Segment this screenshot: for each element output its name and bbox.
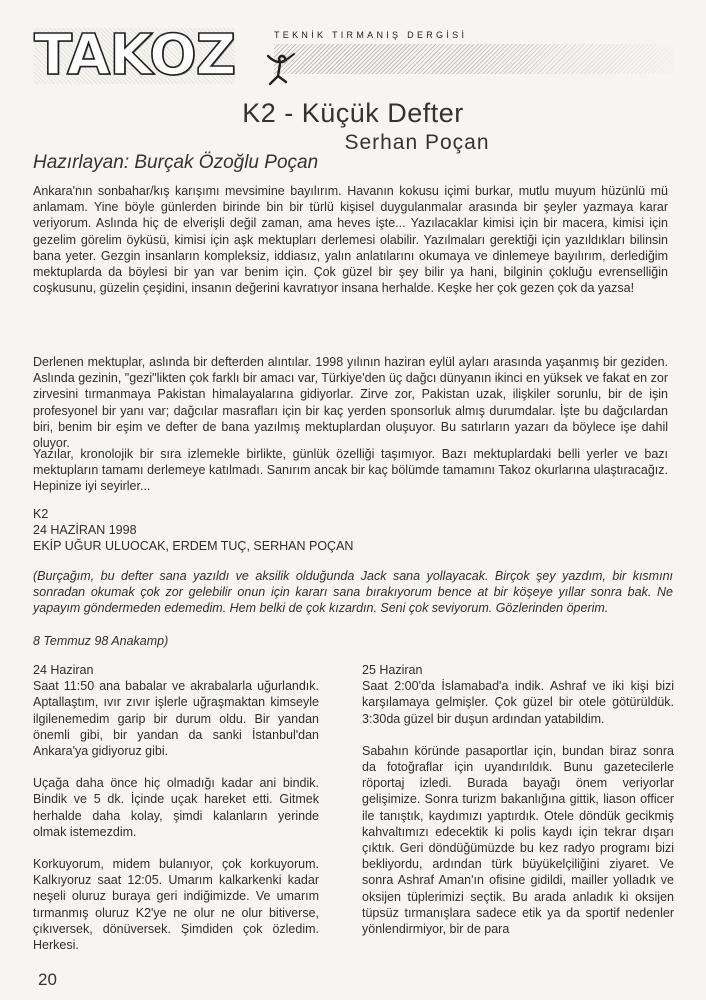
italic-note-signature: 8 Temmuz 98 Anakamp) — [33, 634, 169, 648]
magazine-logo: TAKOZ — [34, 23, 236, 88]
left-column — [33, 662, 319, 969]
article-title: K2 - Küçük Defter — [242, 98, 464, 128]
intro-paragraph: Yazılar, kronolojik bir sıra izlemekle birlikte, günlük özelliği taşımıyor. Bazı mektuplardaki belli yerler ve bazı mektupların tamamı derlemeye katılmadı. Sanırım ancak bir kaç bölümde tamamını Takoz okurlarına ulaştıracağız. Hepinize iyi seyirler... — [33, 447, 668, 494]
section-heading-team: EKİP UĞUR ULUOCAK, ERDEM TUÇ, SERHAN POÇAN — [33, 539, 354, 553]
prepared-by-line: Hazırlayan: Burçak Özoğlu Poçan — [33, 152, 319, 173]
intro-paragraph: Derlenen mektuplar, aslında bir defterden alıntılar. 1998 yılının haziran eylül ayları arasında yaşanmış bir geziden. Aslında gezinin, "gezi"likten çok farklı bir amacı var, Türkiye'den üç dağcı dünyanın ikinci en yüksek ve fakat en zor zirvesini tırmanmaya Pakistan himalayalarına gidiyorlar. Zirve zor, Pakistan uzak, ilişkiler sorunlu, bir de işin profesyonel bir yanı var; dağcılar masrafları için bir kaç yerden sponsorluk almış durumdalar. İşte bu dağcılardan biri, benim bir eşim ve defter de bana yazılmış mektuplardan oluşuyor. Bu satırların yazarı da böylece işe dahil oluyor. — [33, 355, 668, 451]
magazine-tagline: TEKNİK TIRMANIŞ DERGİSİ — [274, 30, 468, 40]
intro-paragraph: Ankara'nın sonbahar/kış karışımı mevsimine bayılırım. Havanın kokusu içimi burkar, mutlu muyum hüzünlü mü anlamam. Yine böyle günlerden birinde bin bir türlü kişisel duygulanmalar arasında bir şeyler yazmaya karar veriyorum. Aslında hiç de elverişli değil zaman, ama heves işte... Yazılacaklar kimisi için bir macera, kimisi için gezelim görelim öyküsü, kimisi için aşk mektupları derlemesi olabilir. Yazılmaları gerektiği için yazıldıkları bilinsin bana yeter. Gezgin insanların kompleksiz, iddiasız, yalın anlatılarını okumaya ve dinlemeye bayılırım, derlediğim mektuplarda da böylesi bir yan var benim için. Çok güzel bir şey bilir ya hani, bilginin çokluğu evrenselliğin coşkusunu, güzelin çeşidini, insanın değerini kavratıyor insana herhalde. Keşke her çok gezen çok da yazsa! — [33, 184, 668, 296]
diary-entry: 24 Haziran Saat 11:50 ana babalar ve akrabalarla uğurlandık. Aptallaştım, ıvır zıvır işlerle uğraşmaktan kimseyle ilgilenemedim garip bir durum oldu. Bir yandan önemli gibi, bir yandan da sanki İstanbul'dan Ankara'ya gidiyoruz gibi. — [33, 663, 319, 759]
diary-entry: Korkuyorum, midem bulanıyor, çok korkuyorum. Kalkıyoruz saat 12:05. Umarım kalkarkenki kadar neşeli oluruz buraya geri indiğimizde. Ve umarım tırmanmış oluruz K2'ye ne olur ne olur bitiverse, çıkıversek, dönüversek. Şimdiden çok özledim. Herkesi. — [33, 857, 319, 953]
right-column — [362, 662, 674, 953]
section-heading-date: 24 HAZİRAN 1998 — [33, 523, 137, 537]
page-number: 20 — [38, 970, 57, 989]
article-author: Serhan Poçan — [344, 131, 490, 154]
masthead — [34, 22, 674, 88]
diary-entry: Sabahın köründe pasaportlar için, bundan biraz sonra da fotoğraflar için uyandırıldık. Bunu gazetecilerle röportaj izledi. Burada bayağı önem veriyorlar gelişimize. Sonra turizm bakanlığına gittik, liason officer ile tanıştık, kaydımızı yaptırdık. Otele döndük gecikmiş kahvaltımızı edecektik ki polis kaydı için tekrar dışarı çıktık. Geri döndüğümüzde bu kez radyo programı bizi bekliyordu, ardından türk büyükelçiliğini ziyaret. Ve sonra Ashraf Aman'ın ofisine gidildi, mailler yolladık ve oksijen tüplerimizi seçtik. Bu arada anladık ki oksijen tüpsüz tırmanışlara sadece etik ya da sportif nedenler yönlendirmiyor, bir de para — [362, 743, 674, 937]
section-heading-k2: K2 — [33, 507, 49, 521]
diary-entry: 25 Haziran Saat 2:00'da İslamabad'a indik. Ashraf ve iki kişi bizi karşılamaya gelmişler. Çok güzel bir otele götürüldük. 3:30da güzel bir duşun ardından yatabildim. — [362, 663, 674, 726]
diary-entry: Uçağa daha önce hiç olmadığı kadar ani bindik. Bindik ve 5 dk. İçinde uçak hareket etti. Gitmek herhalde daha kolay, şimdi kalanların yerinde olmak istemezdim. — [33, 776, 319, 839]
masthead-hatch-band — [274, 44, 674, 74]
italic-note: (Burçağım, bu defter sana yazıldı ve aksilik olduğunda Jack sana yollayacak. Birçok şey yazdım, bir kısmını sonradan okumak çok zor gelebilir onun için kararı sana bırakıyorum bence at bir köşeye yıllar sonra bak. Ne yapayım göndermeden edemedim. Hem belki de çok kızardın. Seni çok seviyorum. Gözlerinden öperim. — [33, 569, 673, 616]
